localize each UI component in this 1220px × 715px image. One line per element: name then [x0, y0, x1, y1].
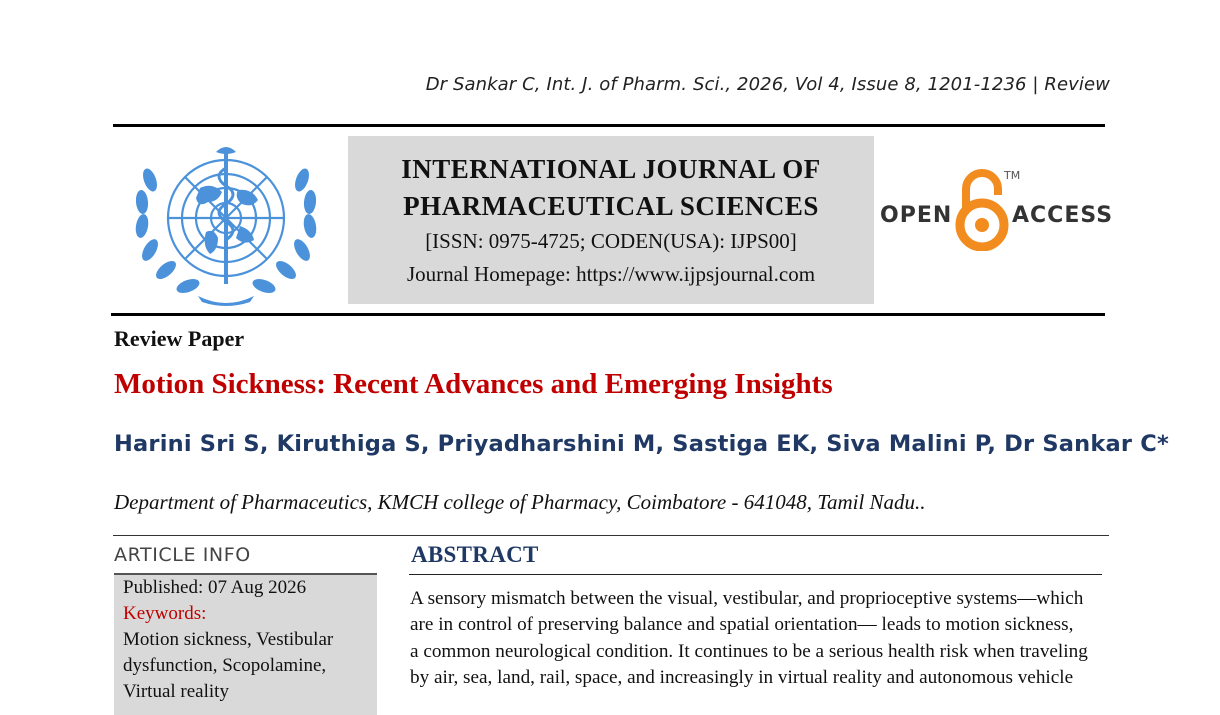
- journal-issn: [ISSN: 0975-4725; CODEN(USA): IJPS00]: [425, 229, 797, 253]
- keywords-line-3: Virtual reality: [123, 681, 229, 702]
- top-rule: [113, 124, 1105, 127]
- abstract-line-1: A sensory mismatch between the visual, vestibular, and proprioceptive systems—which: [410, 588, 1084, 609]
- article-info-heading: ARTICLE INFO: [114, 544, 251, 566]
- open-access-access-text: ACCESS: [1012, 203, 1114, 228]
- abstract-text: [410, 586, 1107, 691]
- abstract-line-2: are in control of preserving balance and spatial orientation— leads to motion sickness,: [410, 614, 1074, 636]
- abstract-rule: [409, 574, 1102, 575]
- masthead-rule: [111, 313, 1105, 316]
- affiliation: Department of Pharmaceutics, KMCH college of Pharmacy, Coimbatore - 641048, Tamil Nadu..: [114, 490, 926, 514]
- journal-homepage: Journal Homepage: https://www.ijpsjournal.com: [406, 262, 816, 286]
- citation-header: Dr Sankar C, Int. J. of Pharm. Sci., 2026, Vol 4, Issue 8, 1201-1236 | Review: [425, 74, 1110, 95]
- abstract-heading: ABSTRACT: [411, 542, 539, 567]
- published-date: Published: 07 Aug 2026: [123, 577, 307, 598]
- open-lock-icon: [954, 165, 1010, 251]
- abstract-line-4: by air, sea, land, rail, space, and increasingly in virtual reality and autonomous vehicle: [410, 666, 1074, 688]
- trademark-text: TM: [1004, 169, 1021, 182]
- journal-masthead: [348, 136, 874, 304]
- keywords-line-1: Motion sickness, Vestibular: [123, 629, 334, 650]
- abstract-line-3: a common neurological condition. It continues to be a serious health risk when traveling: [410, 640, 1088, 662]
- keywords-label: Keywords:: [123, 603, 207, 624]
- open-access-open-text: OPEN: [880, 203, 953, 228]
- keywords-line-2: dysfunction, Scopolamine,: [123, 655, 327, 676]
- article-info-box: [114, 575, 377, 715]
- journal-title-line2: PHARMACEUTICAL SCIENCES: [403, 191, 819, 221]
- section-divider: [113, 535, 1109, 536]
- open-access-logo: [880, 165, 1114, 255]
- journal-emblem-logo: [128, 140, 324, 306]
- paper-type: Review Paper: [114, 326, 245, 351]
- paper-title: Motion Sickness: Recent Advances and Emerging Insights: [114, 368, 833, 400]
- journal-title-line1: INTERNATIONAL JOURNAL OF: [401, 154, 821, 184]
- authors: Harini Sri S, Kiruthiga S, Priyadharshini M, Sastiga EK, Siva Malini P, Dr Sankar C*: [114, 431, 1169, 457]
